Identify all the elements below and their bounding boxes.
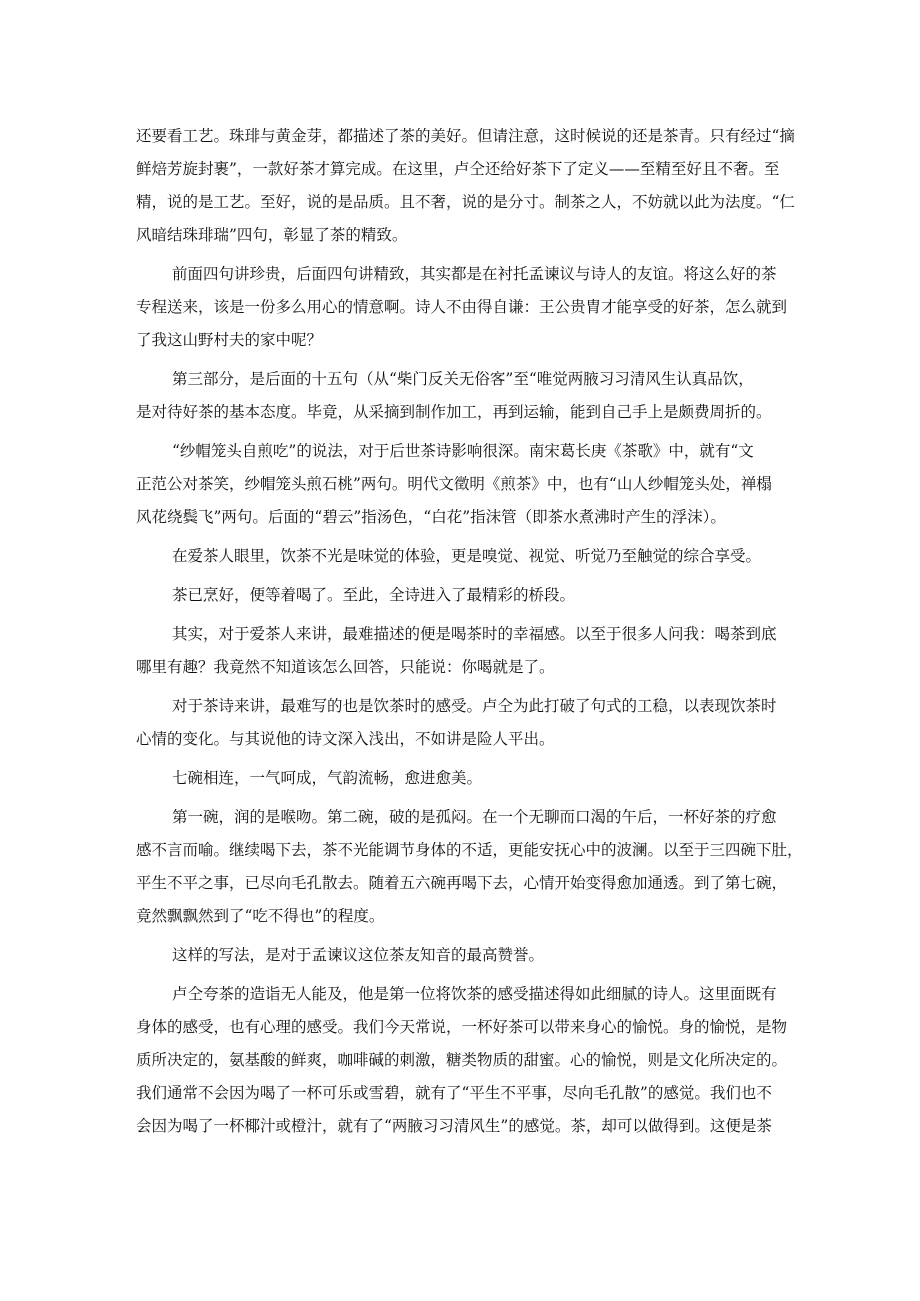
text-line: 其实，对于爱茶人来讲，最难描述的便是喝茶时的幸福感。以至于很多人问我：喝茶到底 bbox=[172, 625, 777, 643]
text-line: 会因为喝了一杯椰汁或橙汁，就有了“两腋习习清风生”的感觉。茶，却可以做得到。这便是茶 bbox=[136, 1117, 772, 1135]
article-body bbox=[136, 120, 803, 1149]
text-line: 风花绕鬓飞”两句。后面的“碧云”指汤色，“白花”指沫管（即茶水煮沸时产生的浮沫）。 bbox=[136, 508, 726, 526]
text-line: 我们通常不会因为喝了一杯可乐或雪碧，就有了“平生不平事，尽向毛孔散”的感觉。我们也不 bbox=[136, 1084, 772, 1102]
paragraph-11 bbox=[136, 939, 796, 972]
paragraph-1 bbox=[136, 120, 796, 252]
text-line: 茶已烹好，便等着喝了。至此，全诗进入了最精彩的桥段。 bbox=[172, 586, 576, 604]
paragraph-3 bbox=[136, 363, 796, 429]
paragraph-12 bbox=[136, 978, 796, 1143]
text-line: 了我这山野村夫的家中呢？ bbox=[136, 331, 323, 349]
paragraph-6 bbox=[136, 579, 796, 612]
text-line: 这样的写法，是对于孟谏议这位茶友知音的最高赞誉。 bbox=[172, 946, 545, 964]
text-line: 竟然飘飘然到了“吃不得也”的程度。 bbox=[136, 907, 385, 925]
paragraph-8 bbox=[136, 690, 796, 756]
text-line: 七碗相连，一气呵成，气韵流畅，愈进愈美。 bbox=[172, 769, 483, 787]
text-line: 对于茶诗来讲，最难写的也是饮茶时的感受。卢仝为此打破了句式的工稳，以表现饮茶时 bbox=[172, 697, 777, 715]
text-line: 心情的变化。与其说他的诗文深入浅出，不如讲是险人平出。 bbox=[136, 730, 555, 748]
text-line: 平生不平之事，已尽向毛孔散去。随着五六碗再喝下去，心情开始变得愈加通透。到了第七碗， bbox=[136, 874, 788, 892]
text-line: 感不言而喻。继续喝下去，茶不光能调节身体的不适，更能安抚心中的波澜。以至于三四碗下肚， bbox=[136, 841, 803, 859]
paragraph-2 bbox=[136, 258, 796, 357]
text-line: 正范公对茶笑，纱帽笼头煎石桃”两句。明代文徵明《煎茶》中，也有“山人纱帽笼头处，禅榻 bbox=[136, 475, 772, 493]
paragraph-4 bbox=[136, 435, 796, 534]
text-line: 专程送来，该是一份多么用心的情意啊。诗人不由得自谦：王公贵胄才能享受的好茶，怎么就到 bbox=[136, 298, 788, 316]
text-line: 质所决定的，氨基酸的鲜爽，咖啡碱的刺激，糖类物质的甜蜜。心的愉悦，则是文化所决定的。 bbox=[136, 1051, 788, 1069]
paragraph-7 bbox=[136, 618, 796, 684]
text-line: “纱帽笼头自煎吃”的说法，对于后世茶诗影响很深。南宋葛长庚《茶歌》中，就有“文 bbox=[172, 442, 754, 460]
text-line: 第三部分，是后面的十五句（从“柴门反关无俗客”至“唯觉两腋习习清风生认真品饮， bbox=[172, 370, 754, 388]
text-line: 在爱茶人眼里，饮茶不光是味觉的体验，更是嗅觉、视觉、听觉乃至触觉的综合享受。 bbox=[172, 547, 762, 565]
text-line: 卢仝夸茶的造诣无人能及，他是第一位将饮茶的感受描述得如此细腻的诗人。这里面既有 bbox=[172, 985, 777, 1003]
text-line: 前面四句讲珍贵，后面四句讲精致，其实都是在衬托孟谏议与诗人的友谊。将这么好的茶 bbox=[172, 265, 777, 283]
text-line: 鲜焙芳旋封裹”，一款好茶才算完成。在这里，卢仝还给好茶下了定义——至精至好且不奢。至 bbox=[136, 160, 780, 178]
paragraph-9 bbox=[136, 762, 796, 795]
text-line: 第一碗，润的是喉吻。第二碗，破的是孤闷。在一个无聊而口渴的午后，一杯好茶的疗愈 bbox=[172, 808, 777, 826]
paragraph-10 bbox=[136, 801, 803, 933]
text-line: 精，说的是工艺。至好，说的是品质。且不奢，说的是分寸。制茶之人，不妨就以此为法度。“仁 bbox=[136, 193, 795, 211]
text-line: 是对待好茶的基本态度。毕竟，从采摘到制作加工，再到运输，能到自己手上是颇费周折的。 bbox=[136, 403, 772, 421]
text-line: 哪里有趣？我竟然不知道该怎么回答，只能说：你喝就是了。 bbox=[136, 658, 555, 676]
paragraph-5 bbox=[136, 540, 796, 573]
text-line: 风暗结珠琲瑞”四句，彰显了茶的精致。 bbox=[136, 226, 408, 244]
text-line: 还要看工艺。珠琲与黄金芽，都描述了茶的美好。但请注意，这时候说的还是茶青。只有经过“摘 bbox=[136, 127, 795, 145]
text-line: 身体的感受，也有心理的感受。我们今天常说，一杯好茶可以带来身心的愉悦。身的愉悦，是物 bbox=[136, 1018, 788, 1036]
